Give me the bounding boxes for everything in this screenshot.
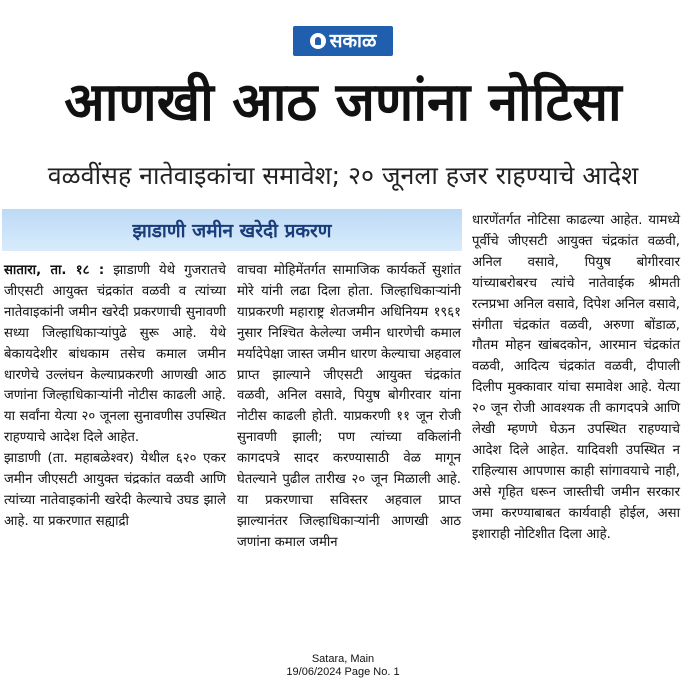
dateline: सातारा, ता. १८ : <box>4 263 105 278</box>
footer-edition: Satara, Main <box>311 653 375 665</box>
page-footer <box>0 653 686 679</box>
sakal-logo-icon <box>310 33 326 49</box>
footer-date-page: 19/06/2024 Page No. 1 <box>286 666 400 678</box>
article-paragraph: वाचवा मोहिमेंतर्गत सामाजिक कार्यकर्ते सुशांत मोरे यांनी लढा दिला होता. जिल्हाधिकाऱ्यांनी याप्रकरणी महाराष्ट्र शेतजमीन अधिनियम १९६१ नुसार निश्चित केलेल्या जमीन धारणेची कमाल मर्यादेपेक्षा जास्त जमीन धारण केल्याचा अहवाल प्राप्त झाल्याने जीएसटी आयुक्त चंद्रकांत वळवी, अनिल वसावे, पियुष बोगीरवार यांना नोटीस काढली होती. याप्रकरणी ११ जून रोजी सुनावणी झाली; पण त्यांच्या वकिलांनी कागदपत्रे सादर करण्यासाठी वेळ मागून घेतल्याने पुढील तारीख २० जून मिळाली आहे. या प्रकरणाचा सविस्तर अहवाल प्राप्त झाल्यानंतर जिल्हाधिकाऱ्यांनी आणखी आठ जणांना कमाल जमीन <box>237 263 461 550</box>
section-banner <box>2 209 462 251</box>
article-paragraph <box>4 261 226 449</box>
article-column-1 <box>4 261 226 533</box>
article-paragraph: झाडाणी (ता. महाबळेश्वर) येथील ६२० एकर जमीन जीएसटी आयुक्त चंद्रकांत वळवी आणि त्यांच्या नातेवाइकांनी खरेदी केल्याचे उघड झाले आहे. या प्रकरणात सह्याद्री <box>4 451 226 529</box>
article-column-3 <box>472 211 680 546</box>
headline: आणखी आठ जणांना नोटिसा <box>64 72 622 133</box>
article-column-2 <box>237 261 461 554</box>
masthead-logo <box>293 26 393 56</box>
banner-text: झाडाणी जमीन खरेदी प्रकरण <box>132 220 332 242</box>
article-text: झाडाणी येथे गुजरातचे जीएसटी आयुक्त चंद्रकांत वळवी व त्यांच्या नातेवाइकांनी जमीन खरेदी प्रकरणाची सुनावणी सध्या जिल्हाधिकाऱ्यांपुढे सुरू आहे. येथे बेकायदेशीर बांधकाम तसेच कमाल जमीन धारणेचे उल्लंघन केल्याप्रकरणी आणखी आठ जणांना जिल्हाधिकाऱ्यांनी नोटीस काढली आहे. या सर्वांना येत्या २० जूनला सुनावणीस उपस्थित राहण्याचे आदेश दिले आहेत. <box>4 263 226 446</box>
subheadline: वळवींसह नातेवाइकांचा समावेश; २० जूनला हजर राहण्याचे आदेश <box>47 161 639 190</box>
masthead-name: सकाळ <box>329 29 377 52</box>
article-paragraph: धारणेंतर्गत नोटिसा काढल्या आहेत. यामध्ये पूर्वीचे जीएसटी आयुक्त चंद्रकांत वळवी, अनिल वसावे, पियुष बोगीरवार यांच्याबरोबरच त्यांचे नातेवाईक श्रीमती रत्नप्रभा अनिल वसावे, दिपेश अनिल वसावे, संगीता चंद्रकांत वळवी, अरुणा बोंडाळ, गौतम मोहन खांबदकोन, आरमान चंद्रकांत वळवी, आदित्य चंद्रकांत वळवी, दीपाली दिलीप मुक्कावार यांचा समावेश आहे. येत्या २० जून रोजी आवश्यक ती कागदपत्रे आणि लेखी म्हणणे घेऊन उपस्थित राहण्याचे आदेश दिले आहेत. यादिवशी उपस्थित न राहिल्यास आपणास काही सांगावयाचे नाही, असे गृहित धरून जास्तीची जमीन सरकार जमा करण्याबाबत कार्यवाही होईल, असा इशाराही नोटिशीत दिला आहे. <box>472 213 680 542</box>
